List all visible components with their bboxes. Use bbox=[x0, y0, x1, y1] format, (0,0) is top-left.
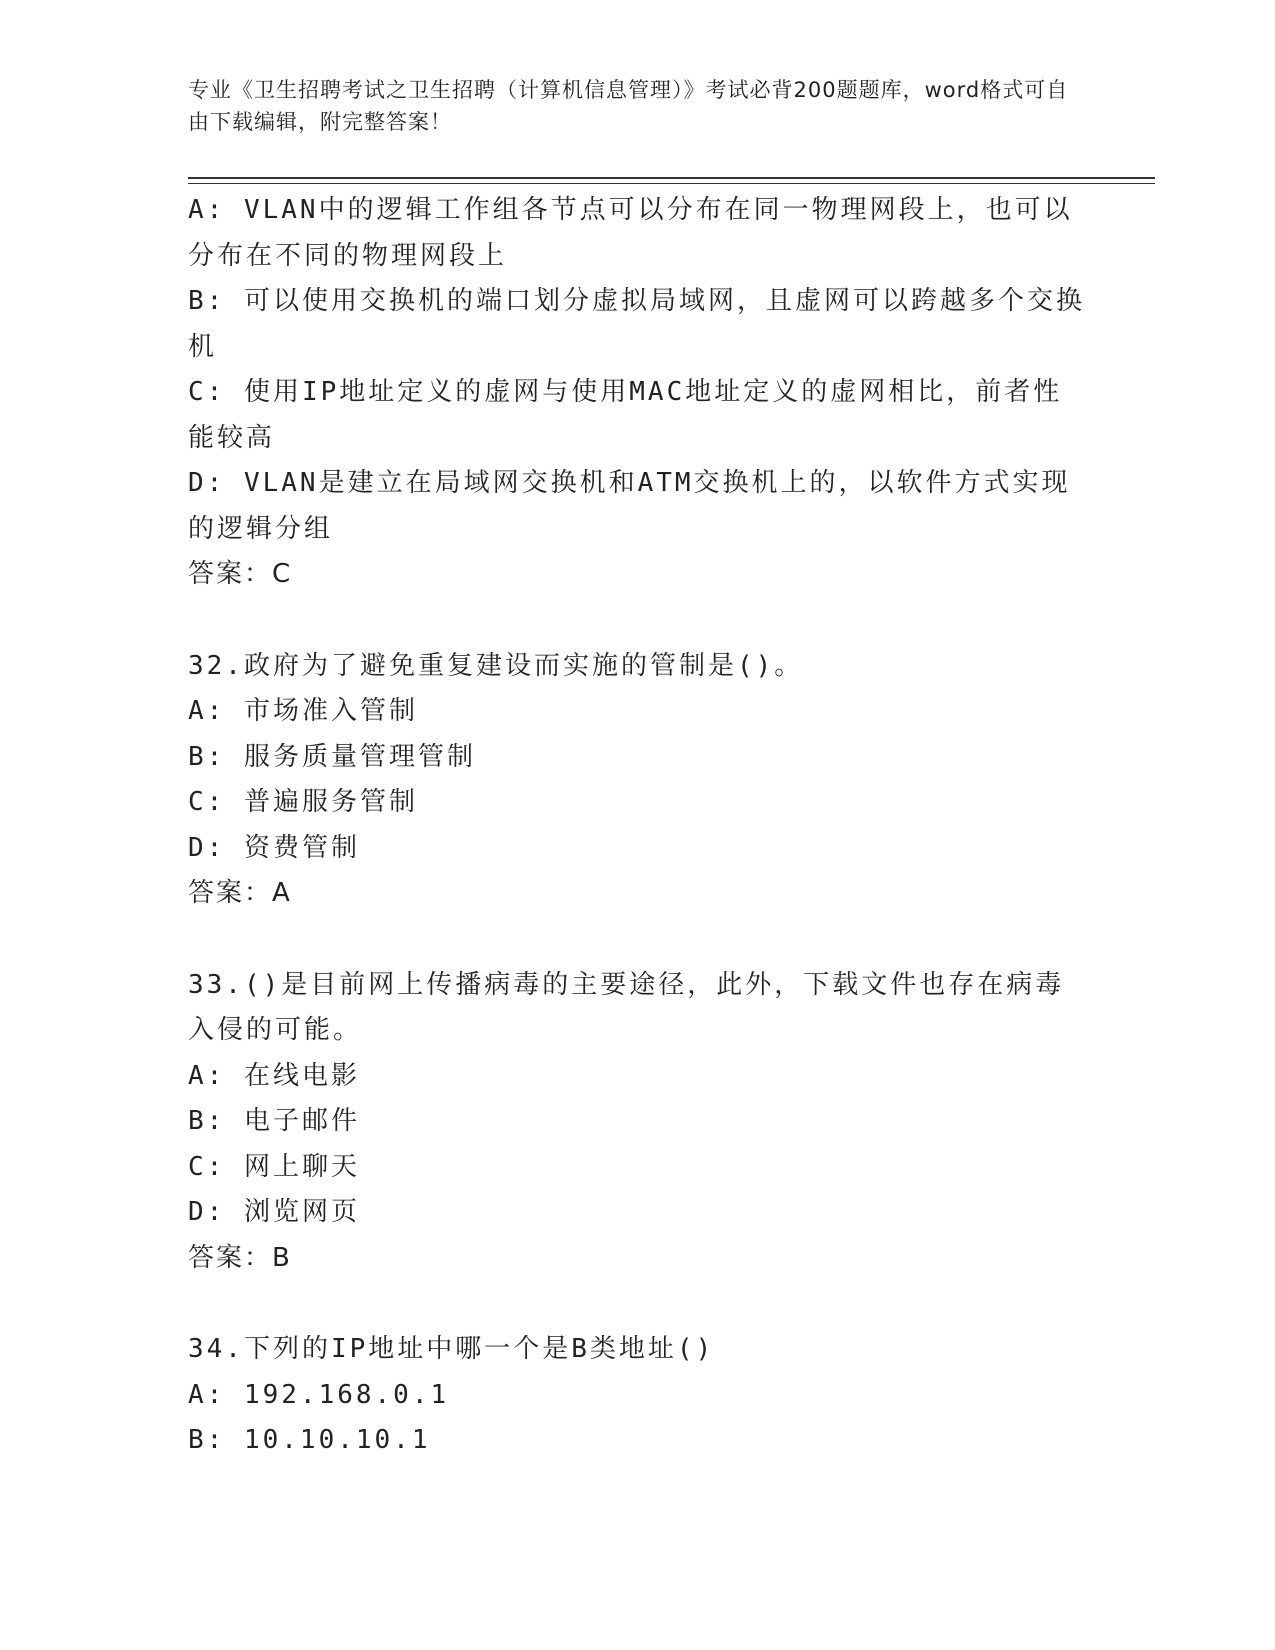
header-divider-thick bbox=[188, 177, 1155, 179]
option-d: D: 浏览网页 bbox=[188, 1197, 360, 1227]
header-title: 专业《卫生招聘考试之卫生招聘（计算机信息管理）》考试必背200题题库，word格式可自由下载编辑，附完整答案！ bbox=[188, 78, 1069, 134]
answer: 答案：C bbox=[188, 559, 293, 589]
option-a: A: 在线电影 bbox=[188, 1060, 360, 1091]
option-c: C: 使用IP地址定义的虚网与使用MAC地址定义的虚网相比，前者性能较高 bbox=[188, 377, 1063, 453]
option-b: B: 可以使用交换机的端口划分虚拟局域网，且虚网可以跨越多个交换机 bbox=[188, 286, 1085, 362]
question-block-33 bbox=[188, 963, 1088, 1282]
answer: 答案：B bbox=[188, 1242, 292, 1273]
question-block-32 bbox=[188, 644, 1088, 917]
question-block-34 bbox=[188, 1327, 1088, 1464]
spacer bbox=[188, 1281, 1088, 1327]
option-b: B: 10.10.10.1 bbox=[188, 1425, 431, 1455]
answer: 答案：A bbox=[188, 878, 292, 908]
option-c: C: 网上聊天 bbox=[188, 1151, 360, 1182]
document-header bbox=[188, 74, 1088, 138]
option-a: A: 192.168.0.1 bbox=[188, 1379, 450, 1410]
option-a: A: 市场准入管制 bbox=[188, 696, 418, 726]
option-d: D: 资费管制 bbox=[188, 832, 360, 863]
question-block-31 bbox=[188, 188, 1088, 598]
question-stem: 33.()是目前网上传播病毒的主要途径，此外，下载文件也存在病毒入侵的可能。 bbox=[188, 969, 1065, 1045]
spacer bbox=[188, 598, 1088, 644]
header-divider-thin bbox=[188, 183, 1155, 184]
question-content bbox=[188, 188, 1088, 1464]
option-c: C: 普遍服务管制 bbox=[188, 787, 418, 817]
option-b: B: 服务质量管理管制 bbox=[188, 741, 476, 772]
option-b: B: 电子邮件 bbox=[188, 1106, 360, 1136]
question-stem: 32.政府为了避免重复建设而实施的管制是()。 bbox=[188, 650, 804, 681]
option-d: D: VLAN是建立在局域网交换机和ATM交换机上的，以软件方式实现的逻辑分组 bbox=[188, 468, 1071, 544]
spacer bbox=[188, 917, 1088, 963]
option-a: A: VLAN中的逻辑工作组各节点可以分布在同一物理网段上，也可以分布在不同的物理网段上 bbox=[188, 195, 1073, 271]
question-stem: 34.下列的IP地址中哪一个是B类地址() bbox=[188, 1334, 715, 1364]
